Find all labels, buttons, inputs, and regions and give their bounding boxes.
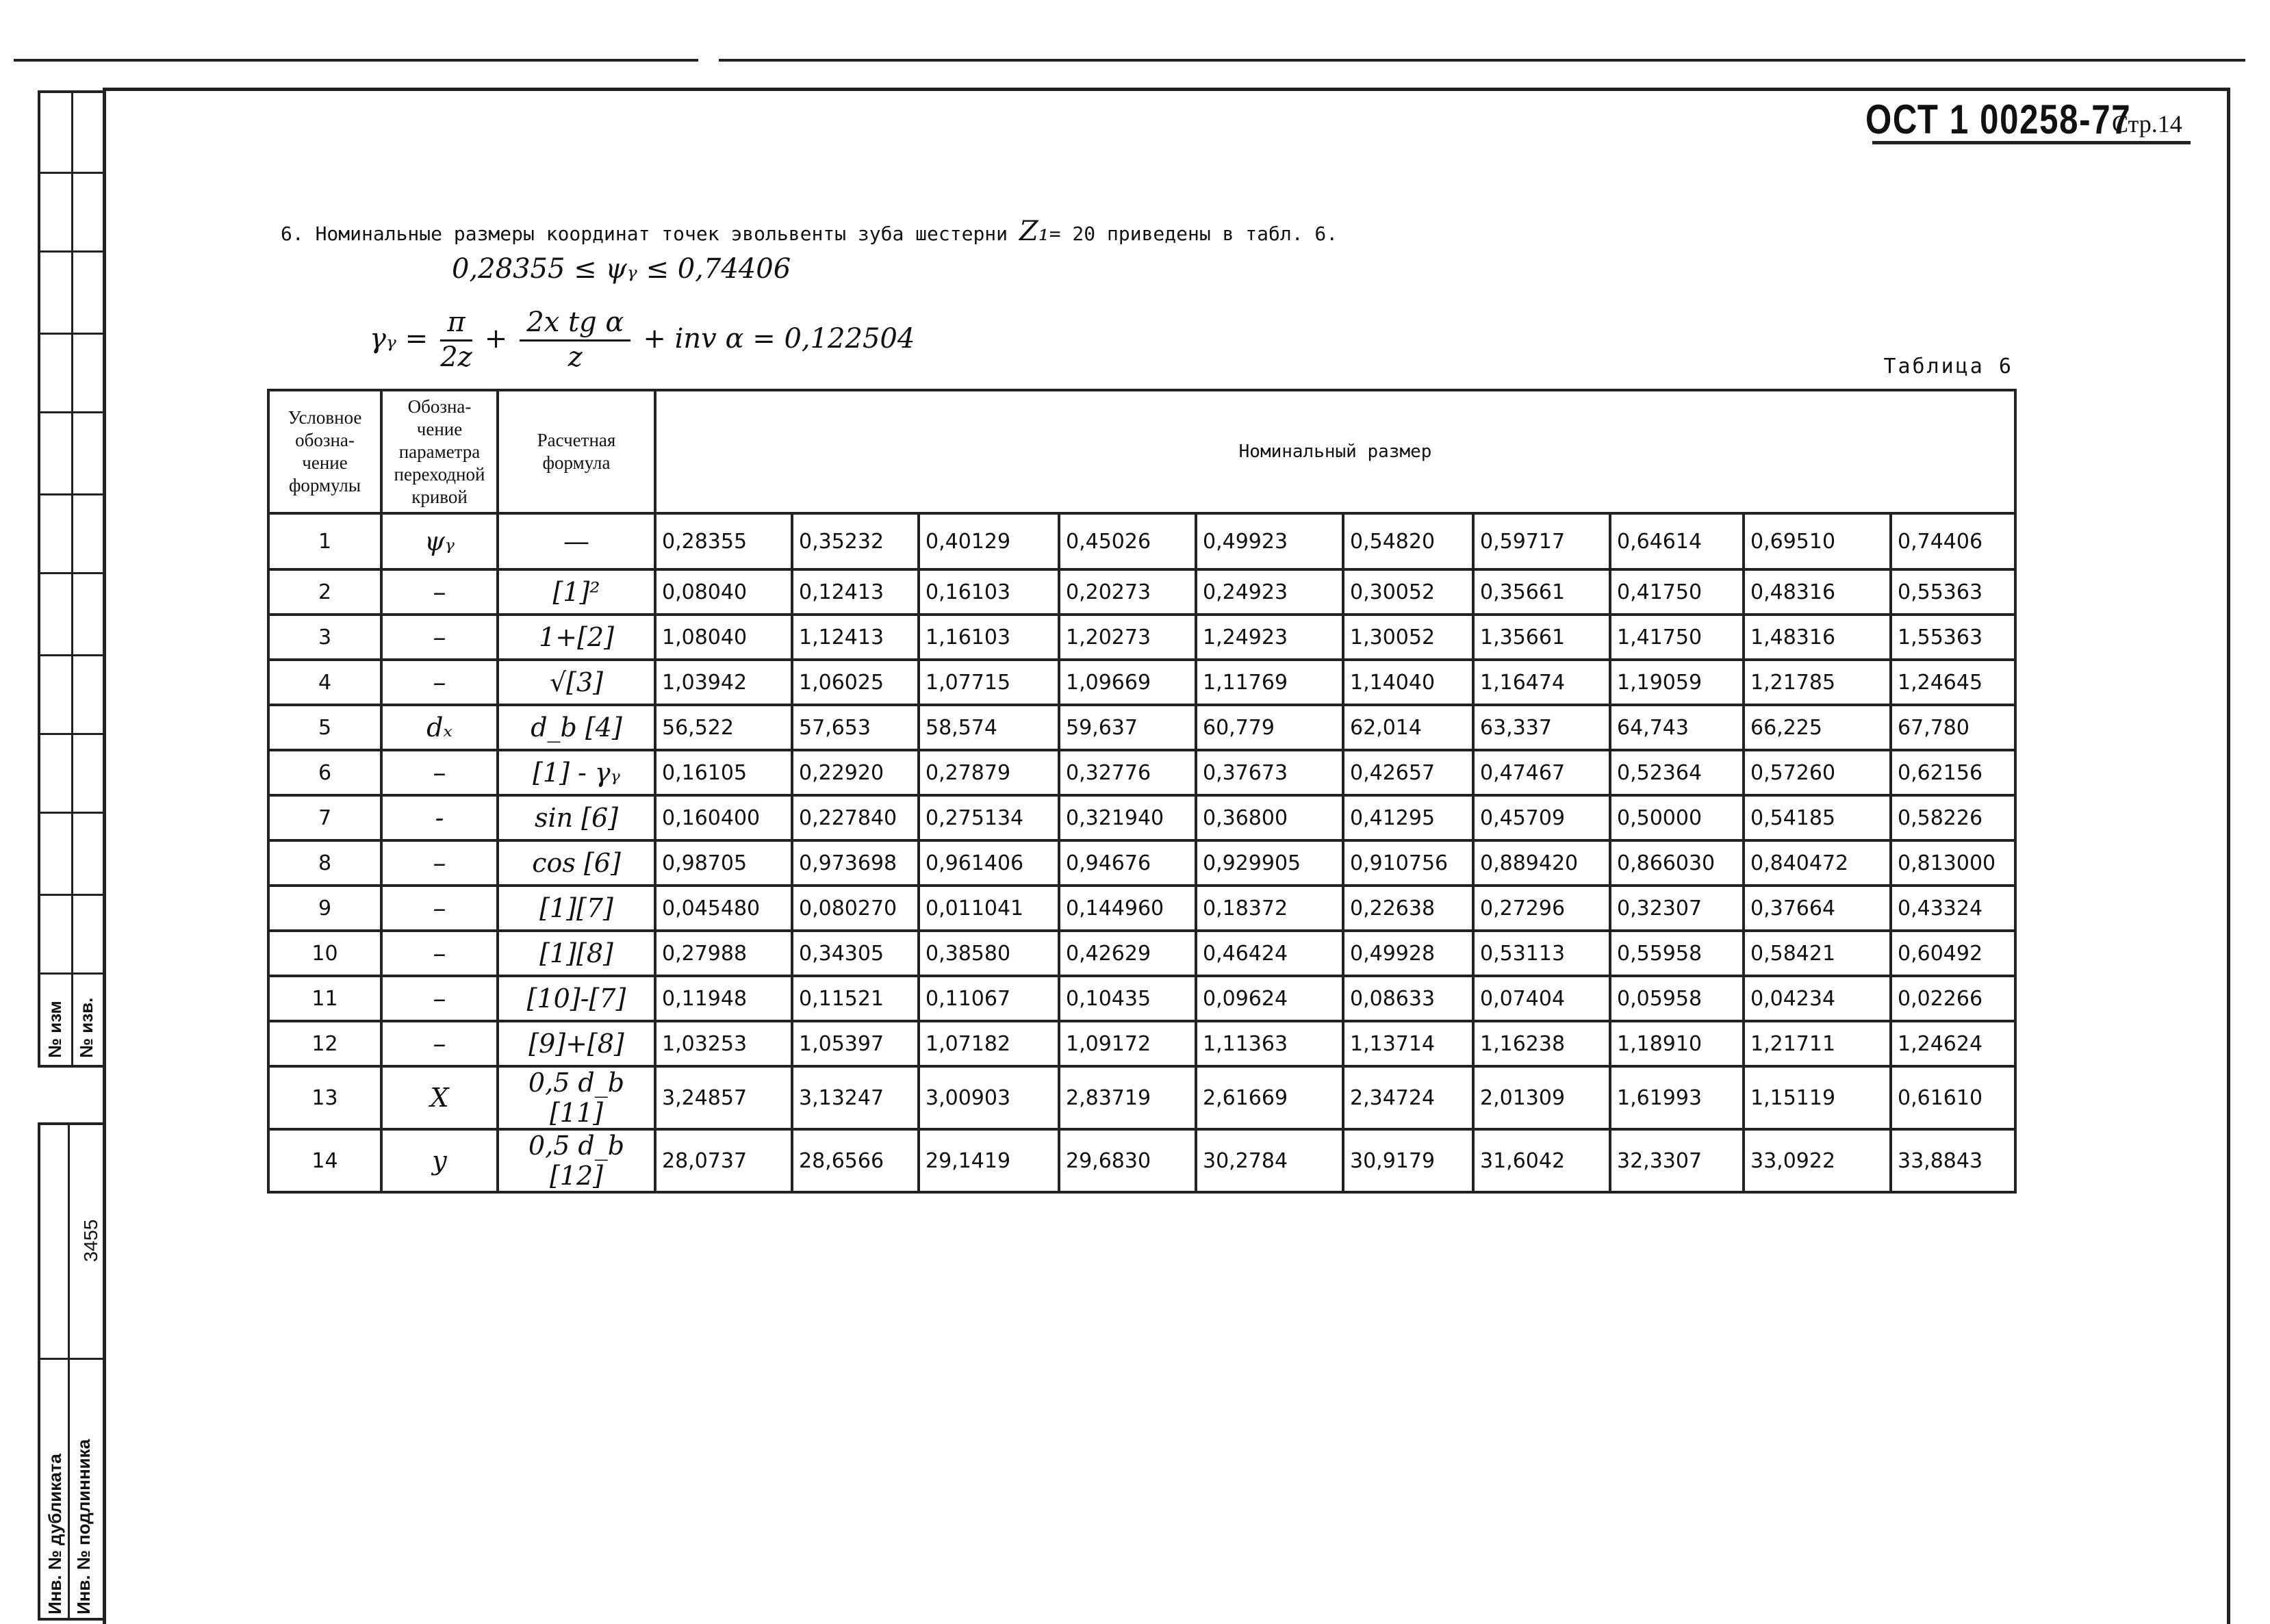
value-cell: 66,225 xyxy=(1744,705,1891,750)
value-cell: 1,13714 xyxy=(1343,1021,1473,1066)
value-cell: 0,321940 xyxy=(1059,795,1196,840)
value-cell: 1,06025 xyxy=(792,660,919,705)
value-cell: 29,6830 xyxy=(1059,1129,1196,1192)
calc-formula: [1]² xyxy=(498,569,655,615)
param-symbol: - xyxy=(381,795,498,840)
param-symbol: – xyxy=(381,750,498,795)
table-row xyxy=(268,840,2015,886)
row-number: 14 xyxy=(268,1129,381,1192)
value-cell: 1,09669 xyxy=(1059,660,1196,705)
page-number: Стр.14 xyxy=(2112,110,2182,138)
value-cell: 1,24624 xyxy=(1891,1021,2015,1066)
value-cell: 0,37673 xyxy=(1196,750,1343,795)
param-symbol: – xyxy=(381,1021,498,1066)
value-cell: 0,53113 xyxy=(1473,931,1610,976)
value-cell: 0,36800 xyxy=(1196,795,1343,840)
value-cell: 0,98705 xyxy=(655,840,792,886)
value-cell: 0,18372 xyxy=(1196,886,1343,931)
value-cell: 0,05958 xyxy=(1610,976,1744,1021)
row-number: 9 xyxy=(268,886,381,931)
value-cell: 0,74406 xyxy=(1891,513,2015,569)
value-cell: 0,37664 xyxy=(1744,886,1891,931)
value-cell: 1,11363 xyxy=(1196,1021,1343,1066)
value-cell: 28,0737 xyxy=(655,1129,792,1192)
value-cell: 1,18910 xyxy=(1610,1021,1744,1066)
value-cell: 0,02266 xyxy=(1891,976,2015,1021)
table-row xyxy=(268,1066,2015,1129)
value-cell: 0,10435 xyxy=(1059,976,1196,1021)
row-number: 8 xyxy=(268,840,381,886)
value-cell: 3,13247 xyxy=(792,1066,919,1129)
value-cell: 0,080270 xyxy=(792,886,919,931)
table-row xyxy=(268,931,2015,976)
value-cell: 0,12413 xyxy=(792,569,919,615)
value-cell: 0,34305 xyxy=(792,931,919,976)
calc-formula: [10]-[7] xyxy=(498,976,655,1021)
value-cell: 29,1419 xyxy=(919,1129,1059,1192)
table-row xyxy=(268,1129,2015,1192)
fraction-denominator: z xyxy=(568,341,583,373)
nominal-sizes-table xyxy=(267,389,2017,1194)
param-symbol: – xyxy=(381,660,498,705)
row-number: 1 xyxy=(268,513,381,569)
value-cell: 0,46424 xyxy=(1196,931,1343,976)
margin-divider xyxy=(40,654,104,656)
fraction-xtg xyxy=(520,305,630,373)
table-row xyxy=(268,705,2015,750)
value-cell: 0,227840 xyxy=(792,795,919,840)
calc-formula: [1][7] xyxy=(498,886,655,931)
value-cell: 1,12413 xyxy=(792,615,919,660)
value-cell: 58,574 xyxy=(919,705,1059,750)
calc-formula: [1][8] xyxy=(498,931,655,976)
value-cell: 0,144960 xyxy=(1059,886,1196,931)
value-cell: 1,14040 xyxy=(1343,660,1473,705)
row-number: 4 xyxy=(268,660,381,705)
value-cell: 0,57260 xyxy=(1744,750,1891,795)
value-cell: 0,840472 xyxy=(1744,840,1891,886)
margin-divider xyxy=(40,172,104,174)
value-cell: 1,16238 xyxy=(1473,1021,1610,1066)
margin-divider xyxy=(40,733,104,735)
document-code: ОСТ 1 00258-77 xyxy=(1865,96,2132,142)
value-cell: 0,52364 xyxy=(1610,750,1744,795)
value-cell: 0,11521 xyxy=(792,976,919,1021)
value-cell: 1,55363 xyxy=(1891,615,2015,660)
table-row xyxy=(268,886,2015,931)
margin-divider xyxy=(40,1358,104,1360)
value-cell: 64,743 xyxy=(1610,705,1744,750)
value-cell: 0,45026 xyxy=(1059,513,1196,569)
value-cell: 0,16103 xyxy=(919,569,1059,615)
intro-text: 6. Номинальные размеры координат точек эвольвенты зуба шестерни xyxy=(281,222,1019,245)
inequality-formula: 0,28355 ≤ ψᵧ ≤ 0,74406 xyxy=(452,253,791,285)
fraction-numerator: 2x tg α xyxy=(520,305,630,341)
margin-izv-label: № изв. xyxy=(76,997,97,1058)
value-cell: 0,011041 xyxy=(919,886,1059,931)
value-cell: 59,637 xyxy=(1059,705,1196,750)
header-underline xyxy=(1872,141,2191,144)
value-cell: 32,3307 xyxy=(1610,1129,1744,1192)
value-cell: 0,54820 xyxy=(1343,513,1473,569)
value-cell: 1,03942 xyxy=(655,660,792,705)
value-cell: 0,69510 xyxy=(1744,513,1891,569)
param-symbol: – xyxy=(381,886,498,931)
value-cell: 0,49928 xyxy=(1343,931,1473,976)
row-number: 13 xyxy=(268,1066,381,1129)
value-cell: 0,07404 xyxy=(1473,976,1610,1021)
value-cell: 0,16105 xyxy=(655,750,792,795)
value-cell: 0,42657 xyxy=(1343,750,1473,795)
value-cell: 1,05397 xyxy=(792,1021,919,1066)
value-cell: 0,64614 xyxy=(1610,513,1744,569)
header-nominal-size: Номинальный размер xyxy=(655,390,2015,513)
value-cell: 0,58226 xyxy=(1891,795,2015,840)
value-cell: 0,30052 xyxy=(1343,569,1473,615)
header-calc-formula: Расчетная формула xyxy=(498,390,655,513)
value-cell: 1,21711 xyxy=(1744,1021,1891,1066)
value-cell: 1,41750 xyxy=(1610,615,1744,660)
value-cell: 0,50000 xyxy=(1610,795,1744,840)
value-cell: 0,41295 xyxy=(1343,795,1473,840)
margin-divider xyxy=(40,812,104,814)
value-cell: 2,61669 xyxy=(1196,1066,1343,1129)
value-cell: 1,24645 xyxy=(1891,660,2015,705)
margin-podlinnik-label: Инв. № подлинника xyxy=(73,1439,94,1614)
fraction-pi xyxy=(440,305,472,373)
calc-formula: 0,5 d_b [12] xyxy=(498,1129,655,1192)
value-cell: 1,48316 xyxy=(1744,615,1891,660)
value-cell: 30,2784 xyxy=(1196,1129,1343,1192)
value-cell: 0,28355 xyxy=(655,513,792,569)
table-row xyxy=(268,750,2015,795)
value-cell: 0,35232 xyxy=(792,513,919,569)
value-cell: 0,08633 xyxy=(1343,976,1473,1021)
value-cell: 62,014 xyxy=(1343,705,1473,750)
value-cell: 1,11769 xyxy=(1196,660,1343,705)
value-cell: 1,19059 xyxy=(1610,660,1744,705)
table-row xyxy=(268,615,2015,660)
margin-divider xyxy=(68,1125,70,1618)
z-variable: Z₁ xyxy=(1019,216,1049,247)
margin-strip-lower xyxy=(38,1122,104,1621)
value-cell: 56,522 xyxy=(655,705,792,750)
value-cell: 0,160400 xyxy=(655,795,792,840)
value-cell: 0,55958 xyxy=(1610,931,1744,976)
table-row xyxy=(268,569,2015,615)
table-row xyxy=(268,795,2015,840)
value-cell: 2,01309 xyxy=(1473,1066,1610,1129)
param-symbol: y xyxy=(381,1129,498,1192)
margin-divider xyxy=(40,333,104,335)
param-symbol: – xyxy=(381,569,498,615)
value-cell: 1,03253 xyxy=(655,1021,792,1066)
margin-dublikat-label: Инв. № дубликата xyxy=(44,1454,65,1614)
table-caption: Таблица 6 xyxy=(1883,355,2013,378)
value-cell: 0,045480 xyxy=(655,886,792,931)
value-cell: 1,15119 xyxy=(1744,1066,1891,1129)
calc-formula: sin [6] xyxy=(498,795,655,840)
plus-sign: + xyxy=(484,323,508,355)
calc-formula: 1+[2] xyxy=(498,615,655,660)
value-cell: 0,973698 xyxy=(792,840,919,886)
value-cell: 0,45709 xyxy=(1473,795,1610,840)
value-cell: 0,43324 xyxy=(1891,886,2015,931)
calc-formula: d_b [4] xyxy=(498,705,655,750)
margin-strip-upper xyxy=(38,90,104,1068)
value-cell: 0,20273 xyxy=(1059,569,1196,615)
value-cell: 1,07715 xyxy=(919,660,1059,705)
gamma-formula xyxy=(370,301,915,376)
value-cell: 2,83719 xyxy=(1059,1066,1196,1129)
value-cell: 0,27879 xyxy=(919,750,1059,795)
intro-paragraph xyxy=(281,216,1338,247)
value-cell: 0,275134 xyxy=(919,795,1059,840)
value-cell: 33,0922 xyxy=(1744,1129,1891,1192)
intro-text-tail: = 20 приведены в табл. 6. xyxy=(1049,222,1338,245)
margin-divider xyxy=(40,250,104,253)
param-symbol: ψᵧ xyxy=(381,513,498,569)
margin-divider xyxy=(40,894,104,896)
value-cell: 0,61610 xyxy=(1891,1066,2015,1129)
value-cell: 1,08040 xyxy=(655,615,792,660)
row-number: 12 xyxy=(268,1021,381,1066)
row-number: 11 xyxy=(268,976,381,1021)
row-number: 3 xyxy=(268,615,381,660)
value-cell: 0,62156 xyxy=(1891,750,2015,795)
header-formula-id: Условное обозна- чение формулы xyxy=(268,390,381,513)
param-symbol: – xyxy=(381,931,498,976)
value-cell: 1,09172 xyxy=(1059,1021,1196,1066)
table-header-row xyxy=(268,390,2015,513)
value-cell: 1,24923 xyxy=(1196,615,1343,660)
calc-formula: √[3] xyxy=(498,660,655,705)
value-cell: 0,08040 xyxy=(655,569,792,615)
value-cell: 0,94676 xyxy=(1059,840,1196,886)
gamma-tail: + inv α = 0,122504 xyxy=(643,323,915,355)
value-cell: 0,22920 xyxy=(792,750,919,795)
value-cell: 0,27296 xyxy=(1473,886,1610,931)
margin-divider xyxy=(40,493,104,495)
value-cell: 0,40129 xyxy=(919,513,1059,569)
param-symbol: – xyxy=(381,615,498,660)
value-cell: 0,22638 xyxy=(1343,886,1473,931)
row-number: 7 xyxy=(268,795,381,840)
value-cell: 0,866030 xyxy=(1610,840,1744,886)
value-cell: 0,38580 xyxy=(919,931,1059,976)
value-cell: 0,58421 xyxy=(1744,931,1891,976)
value-cell: 63,337 xyxy=(1473,705,1610,750)
value-cell: 67,780 xyxy=(1891,705,2015,750)
value-cell: 1,21785 xyxy=(1744,660,1891,705)
fraction-denominator: 2z xyxy=(440,341,472,373)
value-cell: 33,8843 xyxy=(1891,1129,2015,1192)
value-cell: 0,32307 xyxy=(1610,886,1744,931)
value-cell: 1,16103 xyxy=(919,615,1059,660)
param-symbol: – xyxy=(381,976,498,1021)
row-number: 6 xyxy=(268,750,381,795)
value-cell: 1,07182 xyxy=(919,1021,1059,1066)
value-cell: 1,16474 xyxy=(1473,660,1610,705)
margin-divider xyxy=(71,93,73,1065)
value-cell: 0,59717 xyxy=(1473,513,1610,569)
value-cell: 1,30052 xyxy=(1343,615,1473,660)
value-cell: 30,9179 xyxy=(1343,1129,1473,1192)
value-cell: 0,41750 xyxy=(1610,569,1744,615)
calc-formula: [9]+[8] xyxy=(498,1021,655,1066)
value-cell: 0,32776 xyxy=(1059,750,1196,795)
value-cell: 57,653 xyxy=(792,705,919,750)
value-cell: 3,00903 xyxy=(919,1066,1059,1129)
margin-divider xyxy=(40,972,104,975)
value-cell: 31,6042 xyxy=(1473,1129,1610,1192)
gamma-lhs: γᵧ = xyxy=(370,323,429,355)
row-number: 2 xyxy=(268,569,381,615)
value-cell: 28,6566 xyxy=(792,1129,919,1192)
value-cell: 1,61993 xyxy=(1610,1066,1744,1129)
margin-divider xyxy=(40,572,104,574)
value-cell: 0,929905 xyxy=(1196,840,1343,886)
margin-divider xyxy=(40,411,104,413)
value-cell: 0,11948 xyxy=(655,976,792,1021)
row-number: 10 xyxy=(268,931,381,976)
value-cell: 0,55363 xyxy=(1891,569,2015,615)
param-symbol: – xyxy=(381,840,498,886)
table-row xyxy=(268,513,2015,569)
value-cell: 0,813000 xyxy=(1891,840,2015,886)
value-cell: 0,09624 xyxy=(1196,976,1343,1021)
value-cell: 60,779 xyxy=(1196,705,1343,750)
value-cell: 0,961406 xyxy=(919,840,1059,886)
row-number: 5 xyxy=(268,705,381,750)
table-row xyxy=(268,976,2015,1021)
value-cell: 0,42629 xyxy=(1059,931,1196,976)
value-cell: 1,35661 xyxy=(1473,615,1610,660)
value-cell: 0,60492 xyxy=(1891,931,2015,976)
value-cell: 0,04234 xyxy=(1744,976,1891,1021)
table-row xyxy=(268,660,2015,705)
value-cell: 2,34724 xyxy=(1343,1066,1473,1129)
value-cell: 0,47467 xyxy=(1473,750,1610,795)
value-cell: 0,27988 xyxy=(655,931,792,976)
value-cell: 3,24857 xyxy=(655,1066,792,1129)
calc-formula: [1] - γᵧ xyxy=(498,750,655,795)
value-cell: 0,54185 xyxy=(1744,795,1891,840)
param-symbol: dₓ xyxy=(381,705,498,750)
param-symbol: X xyxy=(381,1066,498,1129)
value-cell: 0,24923 xyxy=(1196,569,1343,615)
top-rule xyxy=(14,59,698,62)
calc-formula: — xyxy=(498,513,655,569)
value-cell: 0,889420 xyxy=(1473,840,1610,886)
value-cell: 1,20273 xyxy=(1059,615,1196,660)
value-cell: 0,48316 xyxy=(1744,569,1891,615)
margin-izm-label: № изм xyxy=(44,1001,65,1058)
value-cell: 0,11067 xyxy=(919,976,1059,1021)
value-cell: 0,910756 xyxy=(1343,840,1473,886)
value-cell: 0,35661 xyxy=(1473,569,1610,615)
header-param-symbol: Обозна- чение параметра переходной кривой xyxy=(381,390,498,513)
fraction-numerator: π xyxy=(440,305,472,341)
top-rule xyxy=(719,59,2245,62)
calc-formula: 0,5 d_b [11] xyxy=(498,1066,655,1129)
margin-number: 3455 xyxy=(80,1219,101,1262)
value-cell: 0,49923 xyxy=(1196,513,1343,569)
calc-formula: cos [6] xyxy=(498,840,655,886)
table-row xyxy=(268,1021,2015,1066)
